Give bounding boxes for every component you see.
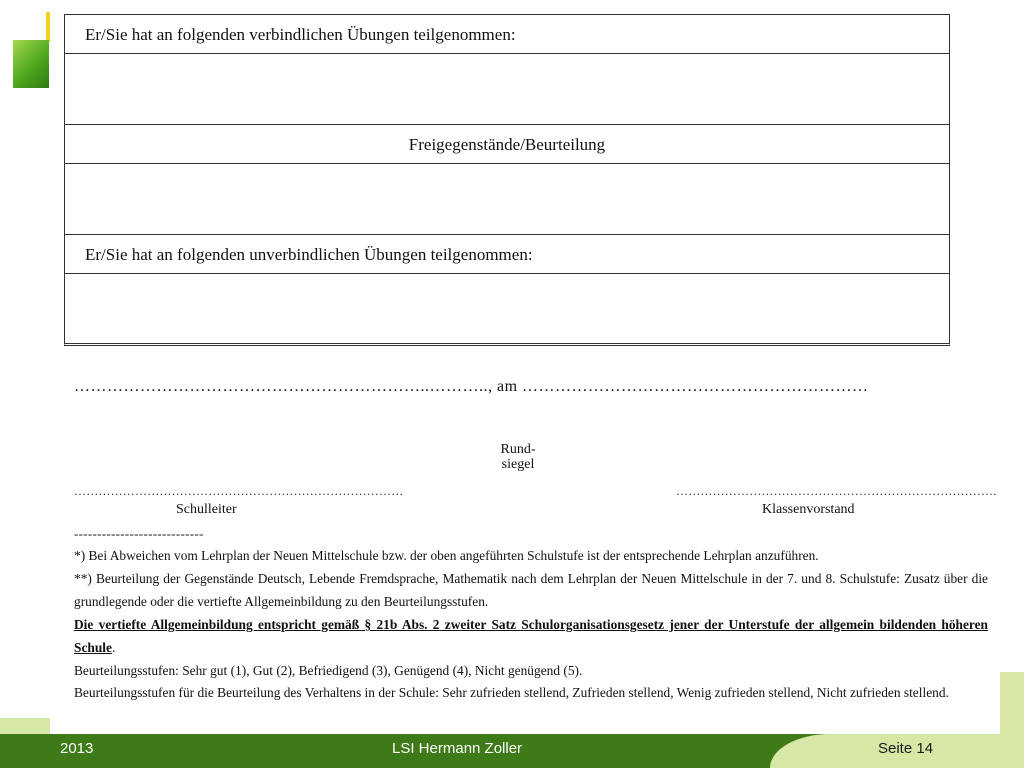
footnote-3-bold: Die vertiefte Allgemeinbildung entspricht gemäß § 21b Abs. 2 zweiter Satz Schulorganisationsgesetz jener der Unterstufe der allgemein bildenden höheren Schule: [74, 617, 988, 655]
signature-line-right: …………………………………………………………………….: [676, 484, 997, 498]
row-label: Er/Sie hat an folgenden unverbindlichen Übungen teilgenommen:: [85, 245, 533, 264]
signature-line-left: ………………………………………………………………………: [74, 484, 404, 498]
footnote-1: *) Bei Abweichen vom Lehrplan der Neuen Mittelschule bzw. der oben angeführten Schulstufe ist der entsprechende Lehrplan anzuführen.: [74, 548, 819, 563]
footer-page-number: Seite 14: [878, 740, 934, 757]
footnote-4: Beurteilungsstufen: Sehr gut (1), Gut (2), Befriedigend (3), Genügend (4), Nicht genügend (5).: [74, 663, 583, 678]
footer-year: 2013: [60, 740, 94, 757]
row-verbindliche-uebungen-header: [65, 15, 949, 54]
row-label: Er/Sie hat an folgenden verbindlichen Übungen teilgenommen:: [85, 25, 516, 44]
green-accent-square: [13, 40, 49, 88]
form-table: [64, 14, 950, 346]
row-unverbindliche-uebungen-content: [65, 274, 949, 342]
signature-label-schulleiter: Schulleiter: [176, 502, 237, 517]
seal-placeholder: [486, 442, 550, 472]
footnote-3-tail: .: [111, 640, 116, 655]
place-date-line: ………………………………………………………..……….., am ………………………………………………………: [74, 378, 869, 395]
footer-author: LSI Hermann Zoller: [392, 740, 523, 757]
row-unverbindliche-uebungen-header: [65, 235, 949, 274]
footnote-separator: ----------------------------: [74, 526, 204, 541]
seal-line-1: Rund-: [500, 442, 536, 457]
footnote-2: **) Beurteilung der Gegenstände Deutsch, Lebende Fremdsprache, Mathematik nach dem Lehrplan der Neuen Mittelschule in der 7. und 8. Schulstufe: Zusatz über die grundlegende oder die vertiefte Allgemeinbildung zu den Beurteilungsstufen.: [74, 571, 988, 609]
right-accent-bar: [1000, 672, 1024, 736]
signature-label-klassenvorstand: Klassenvorstand: [762, 502, 855, 517]
seal-line-2: siegel: [501, 457, 535, 472]
row-freigegenstaende-content: [65, 164, 949, 235]
row-label: Freigegenstände/Beurteilung: [408, 135, 606, 154]
footnote-5: Beurteilungsstufen für die Beurteilung des Verhaltens in der Schule: Sehr zufrieden stellend, Zufrieden stellend, Wenig zufrieden stellend, Nicht zufrieden stellend.: [74, 685, 949, 700]
row-freigegenstaende-header: [65, 125, 949, 164]
footnote-3: [74, 613, 988, 659]
row-verbindliche-uebungen-content: [65, 54, 949, 125]
